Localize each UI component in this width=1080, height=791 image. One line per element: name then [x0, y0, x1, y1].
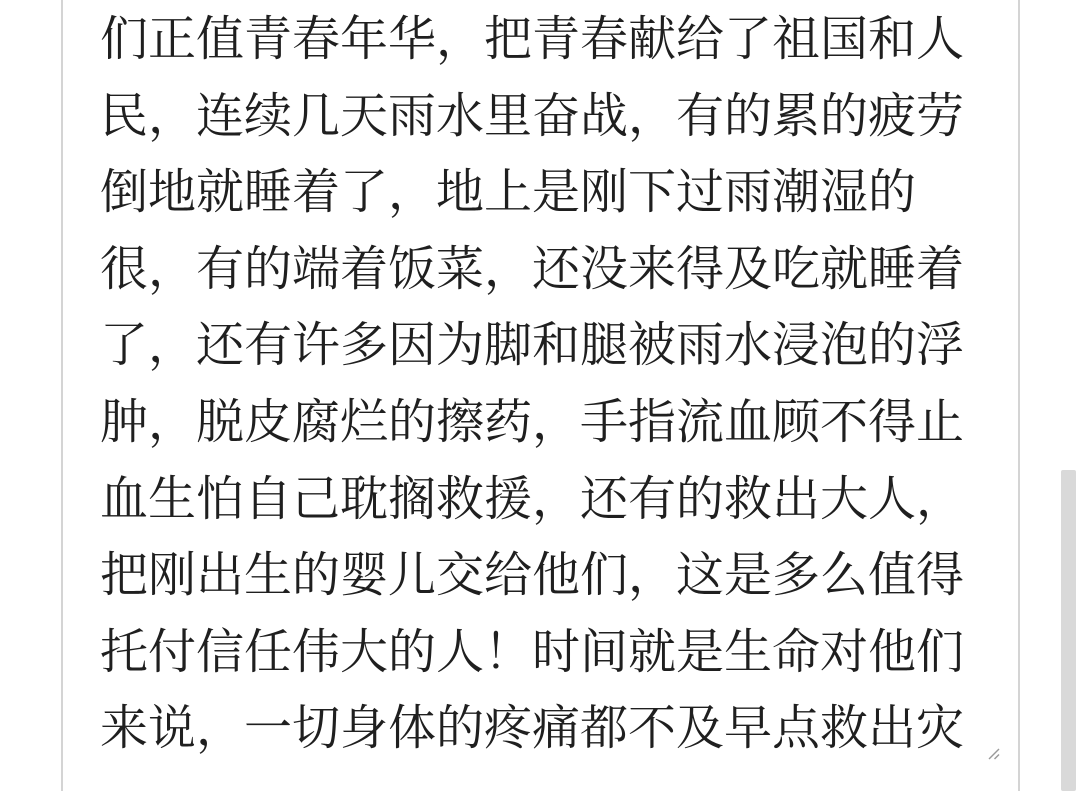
text-line: 血生怕自己耽搁救援，还有的救出大人， — [100, 472, 965, 526]
text-line: 民，连续几天雨水里奋战，有的累的疲劳 — [100, 89, 965, 143]
text-line: 了，还有许多因为脚和腿被雨水浸泡的浮 — [100, 319, 965, 373]
text-line: 倒地就睡着了，地上是刚下过雨潮湿的 — [100, 166, 917, 220]
resize-grip-icon[interactable] — [986, 746, 1002, 762]
text-line: 们正值青春年华，把青春献给了祖国和人 — [100, 13, 965, 66]
content-left-border — [61, 0, 63, 791]
article-text-block — [100, 2, 980, 768]
text-line: 托付信任伟大的人！时间就是生命对他们 — [100, 625, 965, 679]
text-line: 肿，脱皮腐烂的擦药，手指流血顾不得止 — [100, 395, 965, 449]
text-line: 很，有的端着饭菜，还没来得及吃就睡着 — [100, 242, 965, 296]
scrollbar-thumb[interactable] — [1061, 470, 1076, 791]
content-right-border — [1018, 0, 1020, 791]
text-line: 来说，一切身体的疼痛都不及早点救出灾 — [100, 702, 965, 756]
text-line: 把刚出生的婴儿交给他们，这是多么值得 — [100, 549, 965, 603]
scrollbar-track[interactable] — [1054, 0, 1080, 791]
